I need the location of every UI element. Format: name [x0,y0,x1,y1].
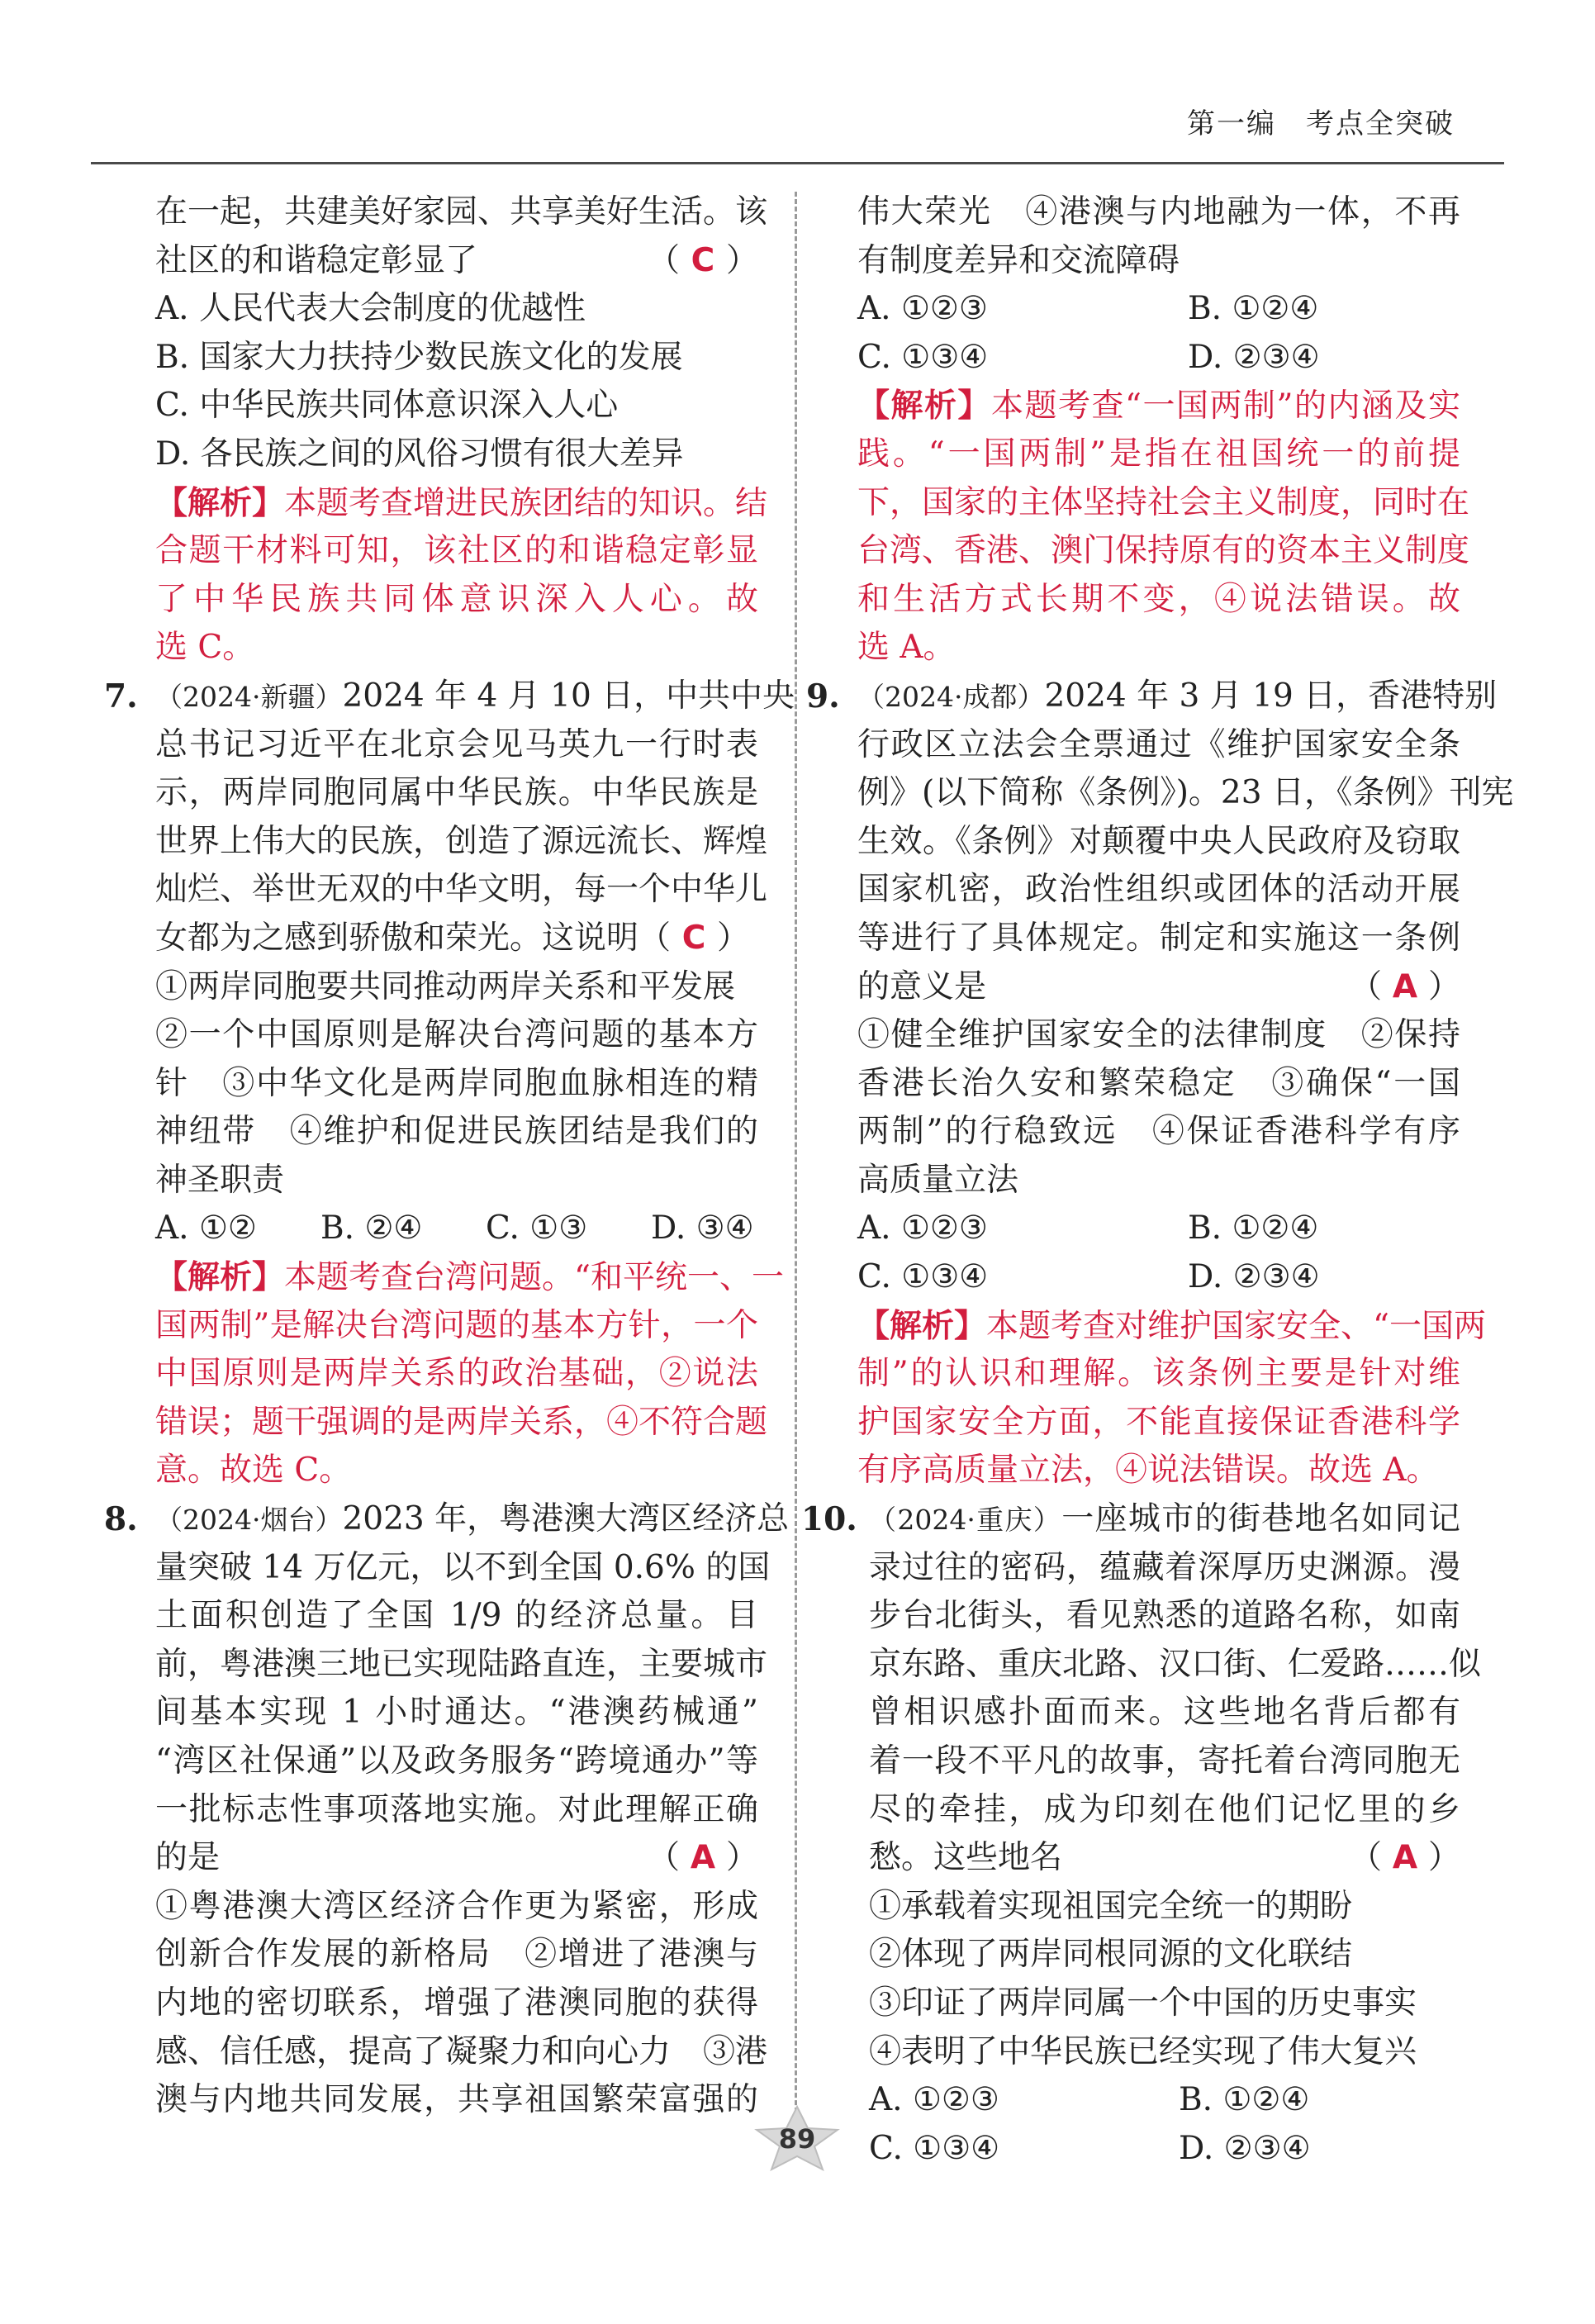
item-line: ②体现了两岸同根同源的文化联结 [869,1936,1353,1974]
question-text-line: 的意义是 （ A ） [857,963,1460,1012]
explanation-tag: 【解析】 [155,1258,285,1297]
question-text-line: 间基本实现 1 小时通达。“港澳药械通” [155,1694,758,1732]
question-text-line: 9. （2024·成都）2024 年 3 月 19 日，香港特别 [857,672,1460,721]
explanation-line: 【解析】本题考查增进民族团结的知识。结 [155,483,768,522]
question-text-line: 行政区立法会全票通过《维护国家安全条 [857,725,1460,763]
item-line: ④表明了中华民族已经实现了伟大复兴 [869,2032,1417,2070]
question-text-line: 愁。这些地名 （ A ） [869,1834,1460,1883]
options-row [869,2125,1460,2174]
item-line: ①健全维护国家安全的法律制度 ②保持 [857,1016,1460,1054]
item-line: 针 ③中华文化是两岸同胞血脉相连的精 [155,1064,758,1102]
explanation-tag: 【解析】 [857,1306,987,1345]
question-8-tail [857,188,1470,672]
option-a: A. ①②③ [857,1210,988,1248]
option-c: C. ①③④ [857,1258,989,1296]
option-a: A. ①②③ [869,2081,999,2119]
question-8 [104,1495,790,2125]
question-text-line: 社区的和谐稳定彰显了 （ C ） [155,237,758,286]
page-number: 89 [778,2123,816,2155]
options-row [857,1205,1460,1253]
option-a: A. ①② [155,1210,257,1248]
question-text-line: “湾区社保通”以及政务服务“跨境通办”等 [155,1742,758,1780]
running-header [1187,101,1455,141]
question-text-line: 例》(以下简称《条例》)。23 日，《条例》刊宪 [857,774,1514,812]
question-text-line: 在一起，共建美好家园、共享美好生活。该 [155,193,768,230]
header-section: 第一编 [1187,107,1276,140]
question-text-line: 世界上伟大的民族，创造了源远流长、辉煌 [155,822,768,860]
item-line: ②一个中国原则是解决台湾问题的基本方 [155,1016,758,1054]
question-6-tail [155,188,768,672]
item-line: 澳与内地共同发展，共享祖国繁荣富强的 [155,2081,758,2119]
item-line: 内地的密切联系，增强了港澳同胞的获得 [155,1984,758,2022]
option-line: B. 国家大力扶持少数民族文化的发展 [155,338,683,376]
option-d: D. ③④ [651,1210,754,1248]
answer-letter: A [1392,1839,1418,1877]
option-b: B. ①②④ [1179,2081,1310,2119]
question-source: （2024·烟台） [155,1504,343,1537]
explanation-line: 【解析】本题考查台湾问题。“和平统一、一 [155,1258,784,1297]
explanation-line: 错误；题干强调的是两岸关系，④不符合题 [155,1403,768,1441]
question-9 [806,672,1514,1495]
question-text-line: 灿烂、举世无双的中华文明，每一个中华儿 [155,871,768,909]
option-d: D. ②③④ [1188,1258,1320,1296]
explanation [857,1302,1486,1495]
item-line: 香港长治久安和繁荣稳定 ③确保“一国 [857,1064,1460,1102]
question-source: （2024·重庆） [869,1504,1062,1537]
explanation-line: 有序高质量立法，④说法错误。故选 A。 [857,1452,1439,1490]
explanation [155,1253,784,1495]
question-text-line: 土面积创造了全国 1/9 的经济总量。目 [155,1597,758,1635]
explanation-line: 意。故选 C。 [155,1452,352,1490]
question-text-line: 京东路、重庆北路、汉口街、仁爱路……似 [869,1645,1482,1683]
item-line: 伟大荣光 ④港澳与内地融为一体，不再 [857,193,1460,230]
item-line: ①两岸同胞要共同推动两岸关系和平发展 [155,967,736,1005]
right-column [801,188,1514,2173]
question-text-line: 国家机密，政治性组织或团体的活动开展 [857,871,1460,909]
answer-letter: A [1392,967,1418,1005]
option-d: D. ②③④ [1179,2129,1311,2167]
question-text-line: 量突破 14 万亿元，以不到全国 0.6% 的国 [155,1548,771,1586]
question-text-line: 前，粤港澳三地已实现陆路直连，主要城市 [155,1645,768,1683]
answer-bracket: （ A ） [1350,963,1460,1012]
question-number: 7. [104,677,138,715]
answer-letter: C [681,919,706,957]
explanation-line: 和生活方式长期不变，④说法错误。故 [857,580,1460,618]
question-number: 9. [806,677,840,715]
options-row [857,334,1460,383]
item-line: ①粤港澳大湾区经济合作更为紧密，形成 [155,1887,758,1925]
option-c: C. ①③ [486,1210,588,1248]
question-10 [801,1495,1482,2173]
options-row [857,1253,1460,1302]
question-text-line: 的是 （ A ） [155,1834,758,1883]
page-number-badge [752,2105,843,2171]
explanation [857,382,1470,672]
explanation-line: 台湾、香港、澳门保持原有的资本主义制度 [857,532,1470,570]
explanation-line: 了中华民族共同体意识深入人心。故 [155,580,758,618]
explanation-line: 护国家安全方面，不能直接保证香港科学 [857,1403,1460,1441]
option-b: B. ①②④ [1188,1210,1319,1248]
explanation-line: 国两制”是解决台湾问题的基本方针，一个 [155,1306,758,1344]
explanation-line: 选 A。 [857,629,956,667]
item-line: 有制度差异和交流障碍 [857,241,1180,279]
question-source: （2024·新疆） [155,680,343,713]
item-line: ①承载着实现祖国完全统一的期盼 [869,1887,1353,1925]
explanation-line: 中国原则是两岸关系的政治基础，②说法 [155,1355,758,1393]
explanation-line: 【解析】本题考查对维护国家安全、“一国两 [857,1306,1486,1345]
explanation-tag: 【解析】 [857,387,992,425]
answer-bracket: （ A ） [1350,1834,1460,1883]
explanation-line: 合题干材料可知，该社区的和谐稳定彰显 [155,532,758,570]
question-text-line: 7. （2024·新疆）2024 年 4 月 10 日，中共中央 [155,672,758,721]
question-text-line: 女都为之感到骄傲和荣光。这说明（ C ） [155,915,758,963]
header-title: 考点全突破 [1306,107,1455,140]
question-text-line: 曾相识感扑面而来。这些地名背后都有 [869,1694,1460,1732]
question-number: 8. [104,1500,138,1539]
option-a: A. ①②③ [857,290,988,328]
question-number: 10. [801,1500,857,1539]
question-text-line: 10. （2024·重庆）一座城市的街巷地名如同记 [869,1495,1460,1544]
question-text-line: 示，两岸同胞同属中华民族。中华民族是 [155,774,758,812]
item-line: 高质量立法 [857,1161,1019,1199]
option-b: B. ②④ [320,1210,423,1248]
question-7 [104,672,795,1495]
question-text-line: 步台北街头，看见熟悉的道路名称，如南 [869,1597,1460,1635]
header-rule [91,162,1504,164]
options-row [869,2076,1460,2125]
question-text-line: 尽的牵挂，成为印刻在他们记忆里的乡 [869,1790,1460,1828]
answer-bracket: （ C ） [648,237,758,286]
item-line: 神纽带 ④维护和促进民族团结是我们的 [155,1113,758,1151]
options-row [155,1205,758,1253]
item-line: 创新合作发展的新格局 ②增进了港澳与 [155,1936,758,1974]
option-c: C. ①③④ [869,2129,1000,2167]
item-line: ③印证了两岸同属一个中国的历史事实 [869,1984,1417,2022]
option-line: C. 中华民族共同体意识深入人心 [155,387,619,425]
left-column [104,188,795,2125]
item-line: 神圣职责 [155,1161,285,1199]
explanation-line: 制”的认识和理解。该条例主要是针对维 [857,1355,1460,1393]
answer-letter: C [691,241,715,279]
question-text-line: 8. （2024·烟台）2023 年，粤港澳大湾区经济总 [155,1495,758,1544]
option-line: D. 各民族之间的风俗习惯有很大差异 [155,435,684,473]
option-c: C. ①③④ [857,338,989,376]
explanation-tag: 【解析】 [155,483,285,522]
answer-letter: A [690,1839,716,1877]
option-d: D. ②③④ [1188,338,1320,376]
item-line: 感、信任感，提高了凝聚力和向心力 ③港 [155,2032,768,2070]
question-text-line: 一批标志性事项落地实施。对此理解正确 [155,1790,758,1828]
explanation-line: 选 C。 [155,629,255,667]
question-text-line: 录过往的密码，蕴藏着深厚历史渊源。漫 [869,1548,1460,1586]
question-text-line: 着一段不平凡的故事，寄托着台湾同胞无 [869,1742,1460,1780]
column-divider [795,192,797,2150]
explanation-line: 践。“一国两制”是指在祖国统一的前提 [857,435,1460,473]
explanation-line: 【解析】本题考查“一国两制”的内涵及实 [857,387,1460,425]
question-source: （2024·成都） [857,680,1045,713]
explanation [155,479,768,672]
option-b: B. ①②④ [1188,290,1319,328]
answer-bracket: （ A ） [648,1834,758,1883]
item-line: 两制”的行稳致远 ④保证香港科学有序 [857,1113,1460,1151]
option-line: A. 人民代表大会制度的优越性 [155,290,586,328]
question-text-line: 总书记习近平在北京会见马英九一行时表 [155,725,758,763]
question-text-line: 生效。《条例》对颠覆中央人民政府及窃取 [857,822,1460,860]
options-row [857,285,1460,334]
explanation-line: 下，国家的主体坚持社会主义制度，同时在 [857,483,1470,521]
question-text-line: 等进行了具体规定。制定和实施这一条例 [857,919,1460,957]
